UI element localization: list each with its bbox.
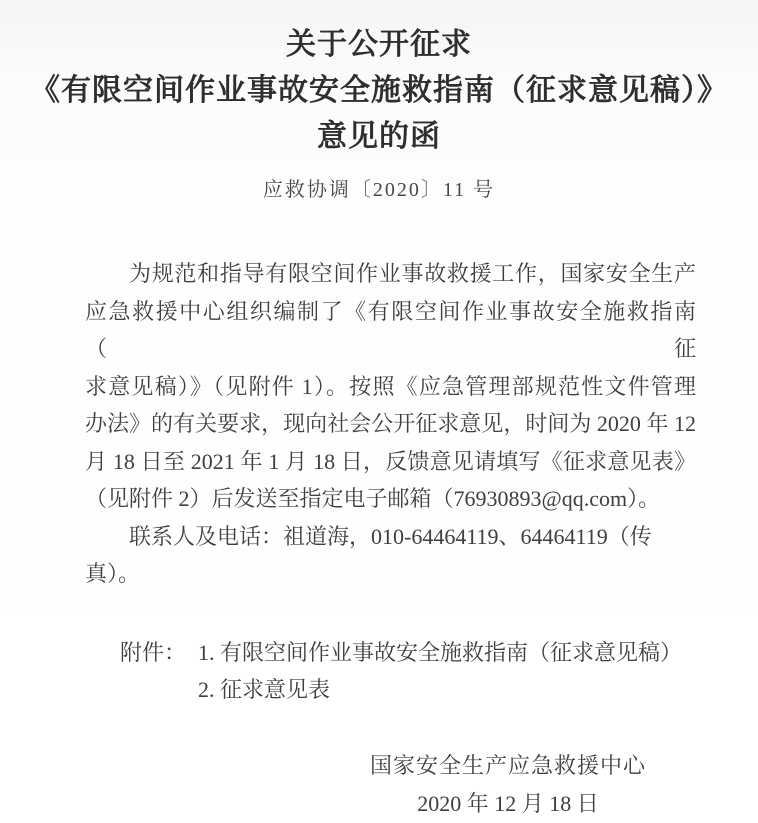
main-paragraph xyxy=(85,255,696,518)
signature-organization: 国家安全生产应急救援中心 xyxy=(369,752,646,778)
paragraph-line: 求意见稿）》（见附件 1）。按照《应急管理部规范性文件管理 xyxy=(85,373,696,399)
title-line-1: 关于公开征求 xyxy=(286,28,472,61)
attachments-label: 附件： xyxy=(120,639,187,665)
paragraph-line: （见附件 2）后发送至指定电子邮箱（76930893@qq.com）。 xyxy=(85,486,661,511)
signature-block xyxy=(370,747,646,823)
document-number: 应救协调〔2020〕11 号 xyxy=(262,179,496,201)
attachments-list xyxy=(198,634,682,709)
document-title xyxy=(0,0,758,160)
signature-date: 2020 年 12 月 18 日 xyxy=(417,790,599,816)
title-line-3: 意见的函 xyxy=(317,120,441,153)
attachments-block xyxy=(120,634,758,709)
paragraph-line: 月 18 日至 2021 年 1 月 18 日，反馈意见请填写《征求意见表》 xyxy=(85,448,696,474)
attachment-item: 2. 征求意见表 xyxy=(198,677,331,702)
letter-body xyxy=(85,255,696,593)
paragraph-line: 办法》的有关要求，现向社会公开征求意见，时间为 2020 年 12 xyxy=(85,411,696,436)
paragraph-line: 为规范和指导有限空间作业事故救援工作，国家安全生产 xyxy=(129,261,696,286)
contact-line: 联系人及电话：祖道海，010-64464119、64464119（传真）。 xyxy=(85,523,652,586)
paragraph-line: 应急救援中心组织编制了《有限空间作业事故安全施救指南（征 xyxy=(85,298,696,361)
title-line-2: 《有限空间作业事故安全施救指南（征求意见稿）》 xyxy=(30,74,728,107)
attachment-item: 1. 有限空间作业事故安全施救指南（征求意见稿） xyxy=(198,639,683,665)
